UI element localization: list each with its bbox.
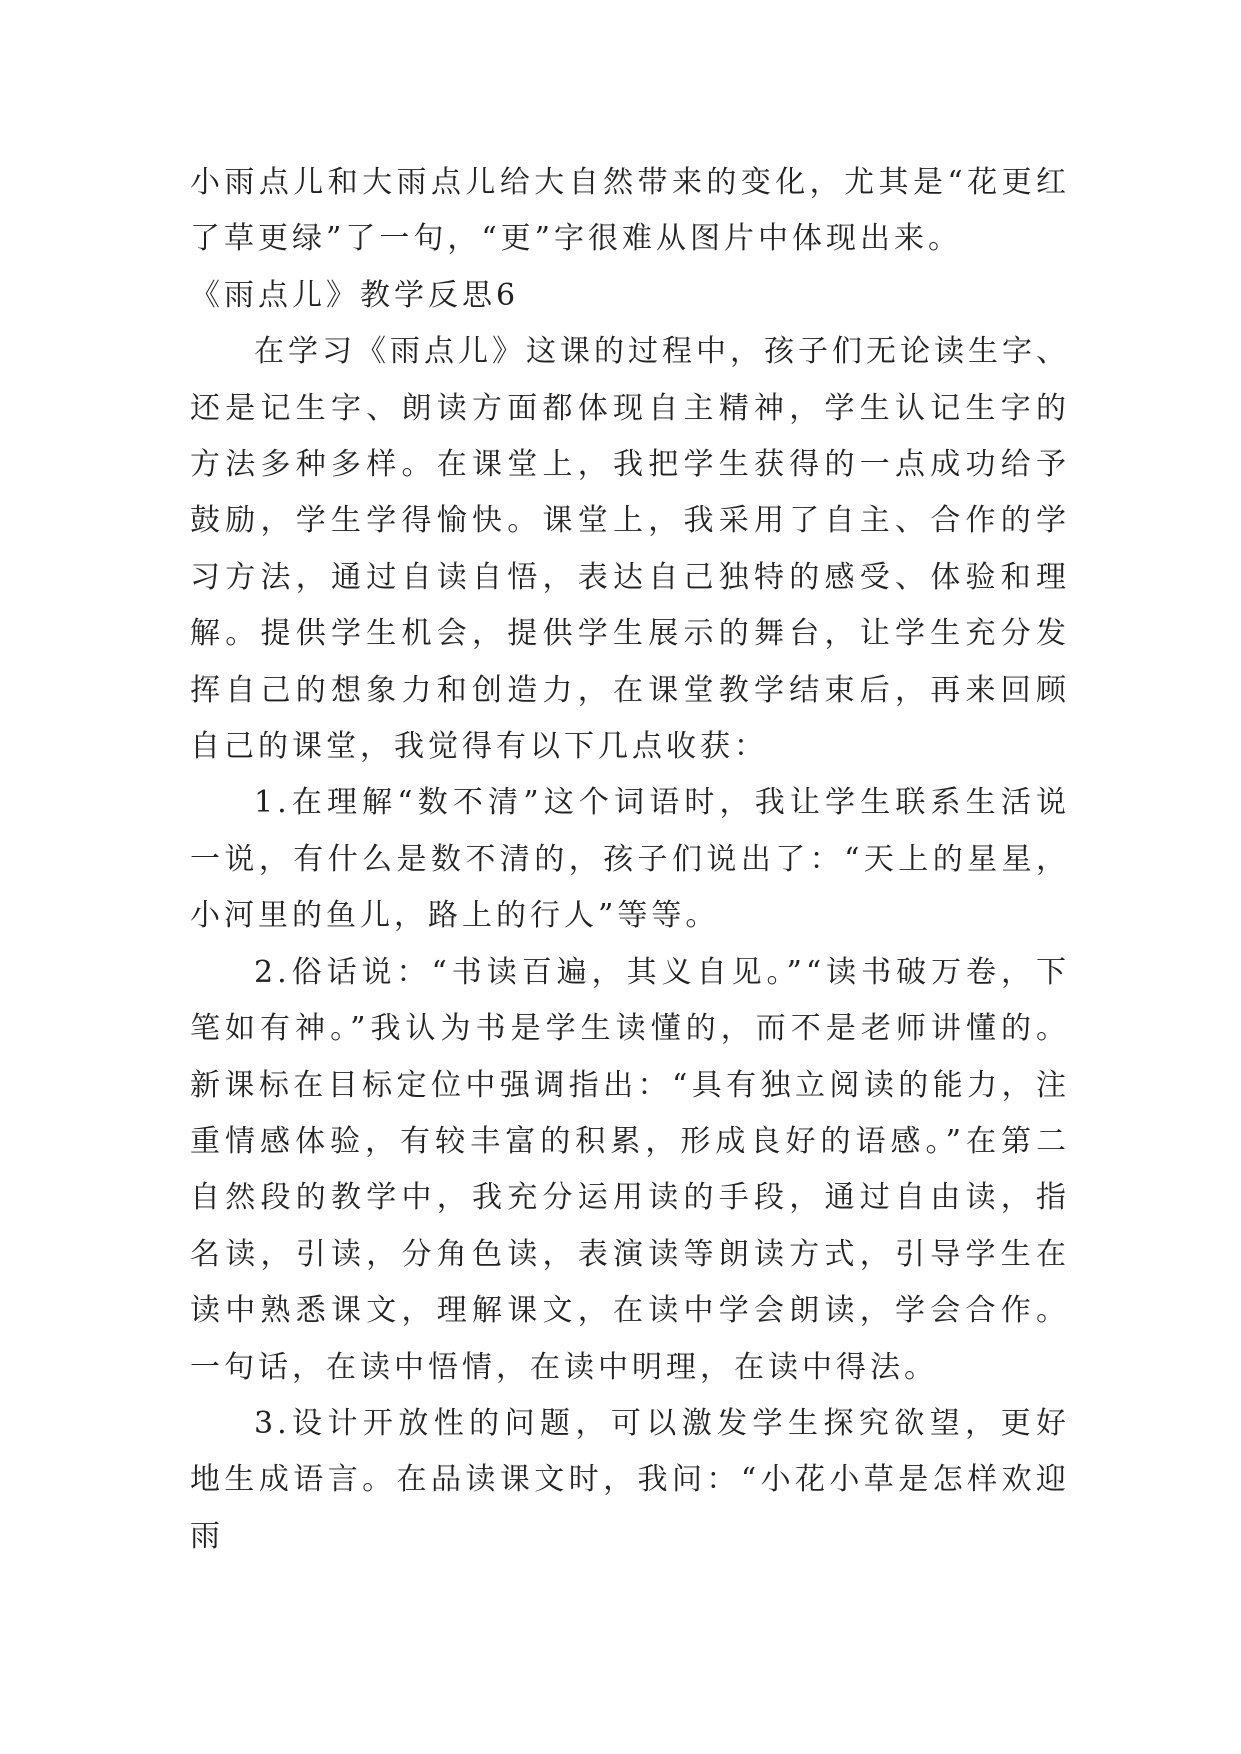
document-body	[190, 155, 1070, 1565]
continuation-paragraph: 小雨点儿和大雨点儿给大自然带来的变化，尤其是“花更红了草更绿”了一句，“更”字很难从图片中体现出来。	[190, 165, 1070, 257]
body-paragraph-point-3: 3.设计开放性的问题，可以激发学生探究欲望，更好地生成语言。在品读课文时，我问：“小花小草是怎样欢迎雨	[190, 1405, 1070, 1554]
body-paragraph-point-1: 1.在理解“数不清”这个词语时，我让学生联系生活说一说，有什么是数不清的，孩子们说出了：“天上的星星，小河里的鱼儿，路上的行人”等等。	[190, 785, 1070, 934]
body-paragraph-point-2: 2.俗话说：“书读百遍，其义自见。”“读书破万卷，下笔如有神。”我认为书是学生读懂的，而不是老师讲懂的。新课标在目标定位中强调指出：“具有独立阅读的能力，注重情感体验，有较丰富的积累，形成良好的语感。”在第二自然段的教学中，我充分运用读的手段，通过自由读，指名读，引读，分角色读，表演读等朗读方式，引导学生在读中熟悉课文，理解课文，在读中学会朗读，学会合作。一句话，在读中悟情，在读中明理，在读中得法。	[190, 954, 1070, 1385]
body-paragraph-intro: 在学习《雨点儿》这课的过程中，孩子们无论读生字、还是记生字、朗读方面都体现自主精神，学生认记生字的方法多种多样。在课堂上，我把学生获得的一点成功给予鼓励，学生学得愉快。课堂上，我采用了自主、合作的学习方法，通过自读自悟，表达自己独特的感受、体验和理解。提供学生机会，提供学生展示的舞台，让学生充分发挥自己的想象力和创造力，在课堂教学结束后，再来回顾自己的课堂，我觉得有以下几点收获：	[190, 334, 1070, 765]
section-title: 《雨点儿》教学反思6	[190, 277, 520, 313]
